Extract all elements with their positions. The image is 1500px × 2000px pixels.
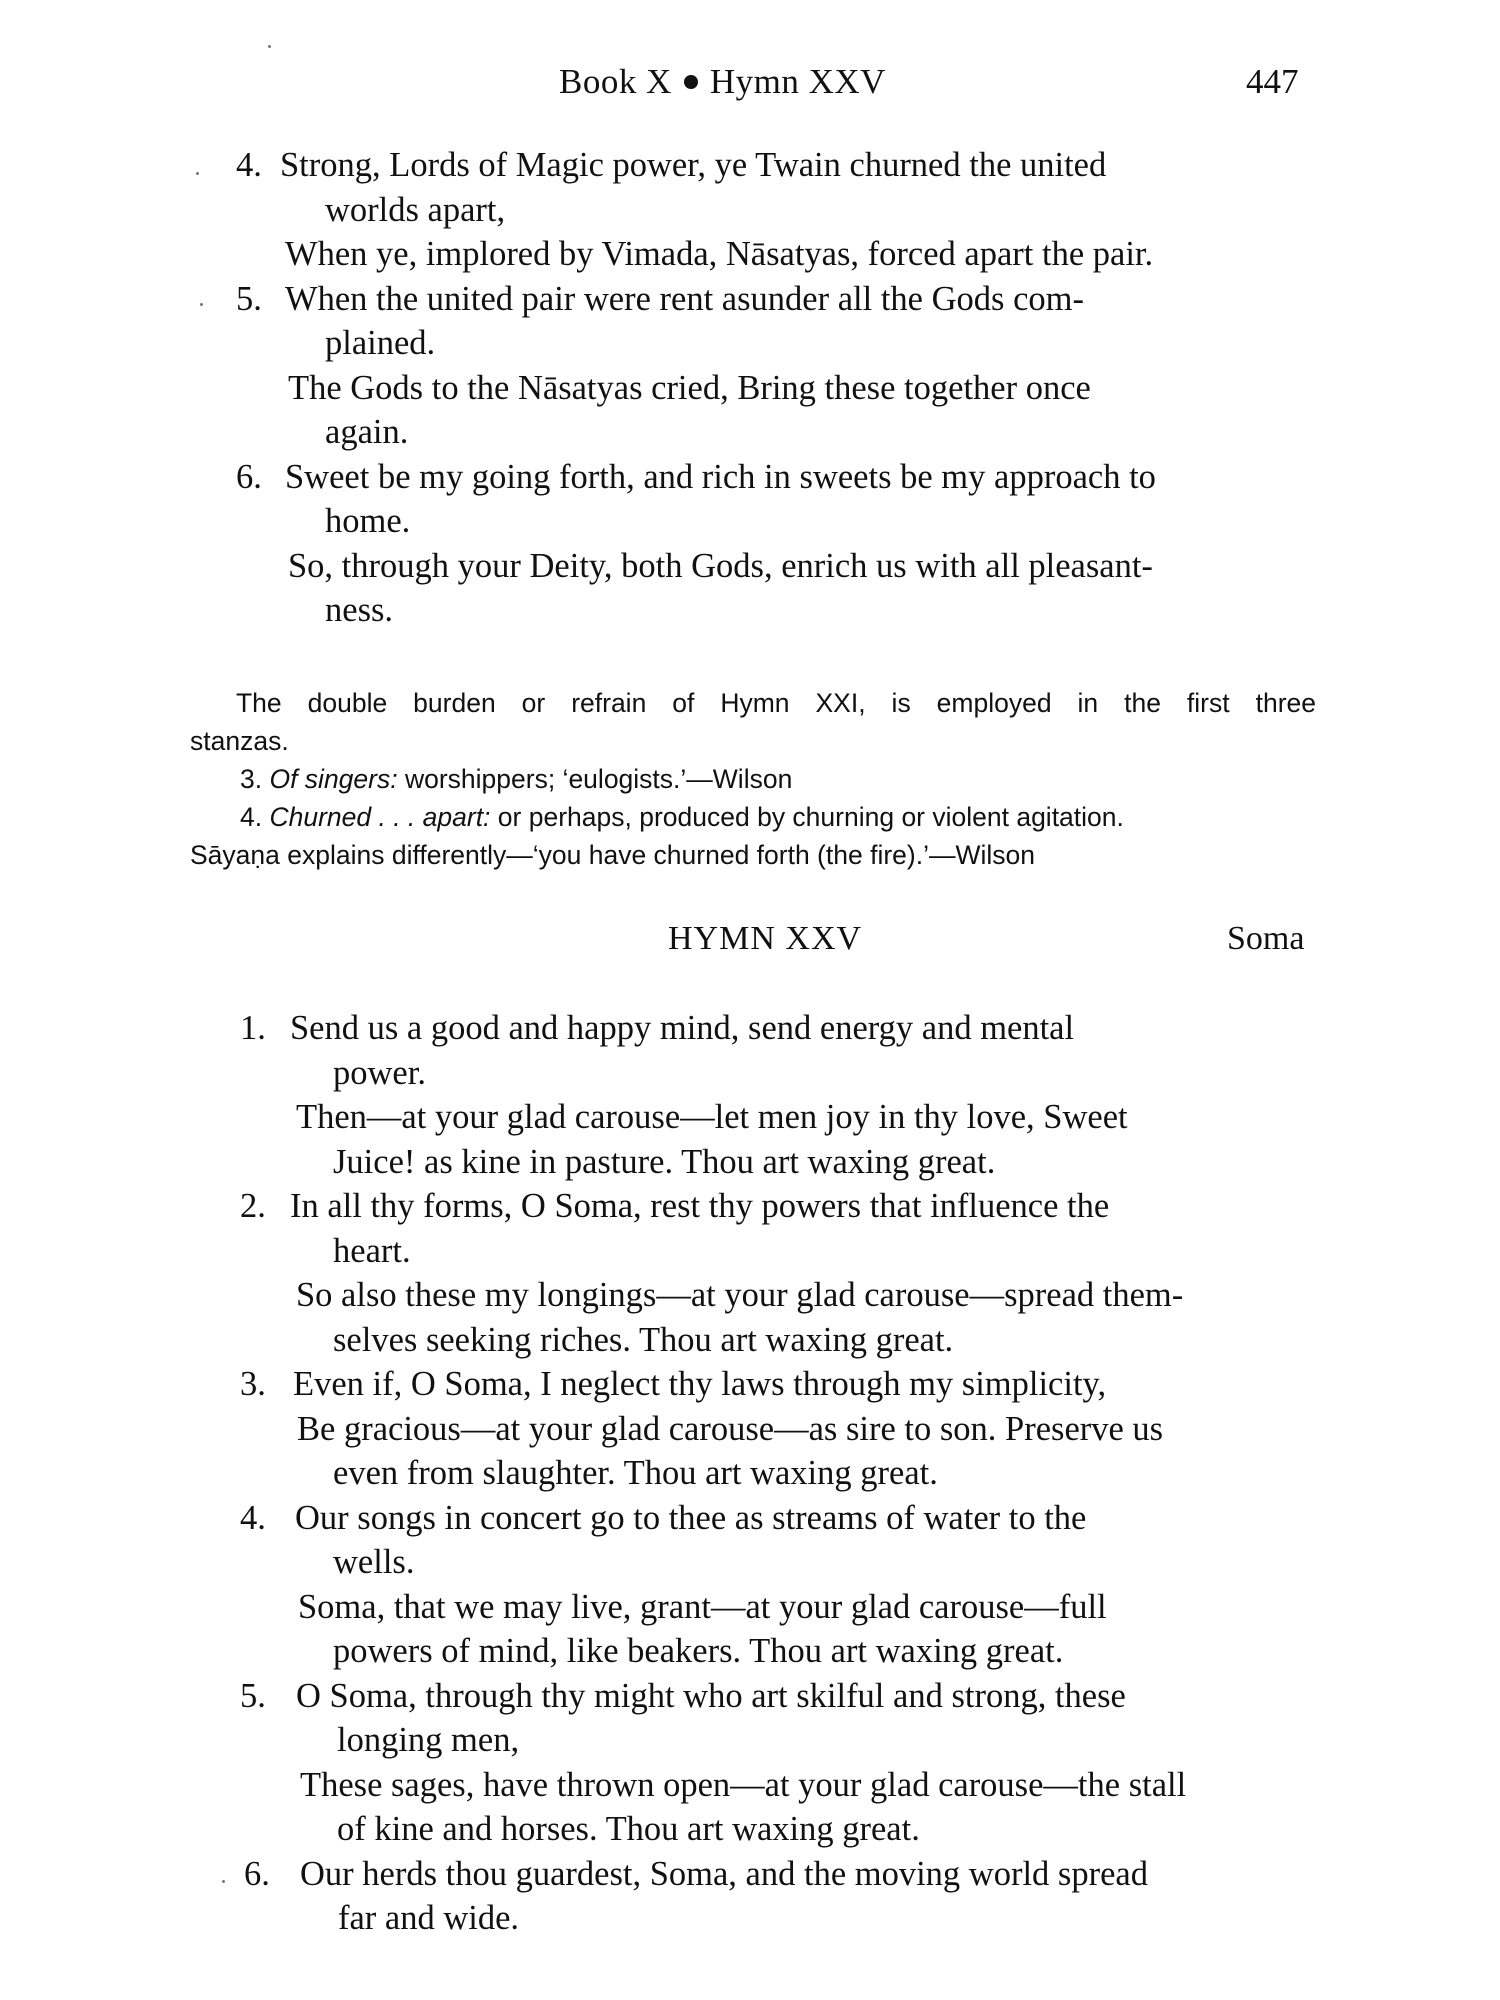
footnote-line: The double burden or refrain of Hymn XXI, is employed in the first three xyxy=(236,688,1316,718)
verse-number: 4. xyxy=(236,146,262,184)
verse-line: Strong, Lords of Magic power, ye Twain churned the united xyxy=(280,146,1107,184)
footnote-4 xyxy=(240,798,1316,836)
bullet-separator-icon xyxy=(684,75,698,89)
verse-second-line-continued: of kine and horses. Thou art waxing great. xyxy=(337,1810,920,1848)
verse-line-continued: heart. xyxy=(333,1231,411,1270)
verse-second-line: Then—at your glad carouse—let men joy in thy love, Sweet xyxy=(296,1098,1128,1136)
footnote-text: worshippers; ‘eulogists.’—Wilson xyxy=(397,764,793,794)
footnotes xyxy=(190,684,1315,874)
footnote-term: Churned . . . apart: xyxy=(269,802,491,832)
verse-number: 6. xyxy=(236,457,262,496)
verse-line-continued: power. xyxy=(333,1053,426,1092)
previous-hymn-verses xyxy=(0,143,1500,633)
verse-second-line: The Gods to the Nāsatyas cried, Bring these together once xyxy=(288,368,1091,407)
scan-speck xyxy=(196,172,199,175)
verse-line: O Soma, through thy might who art skilful and strong, these xyxy=(296,1676,1126,1715)
verse-second-line-continued: even from slaughter. Thou art waxing great. xyxy=(333,1454,938,1492)
footnote-text: or perhaps, produced by churning or violent agitation. xyxy=(490,802,1124,832)
hymn-header xyxy=(0,920,1500,968)
verse-block xyxy=(0,1362,1500,1496)
verse-second-line-continued: powers of mind, like beakers. Thou art waxing great. xyxy=(333,1632,1064,1670)
running-head xyxy=(0,62,1500,112)
verse-line: In all thy forms, O Soma, rest thy powers that influence the xyxy=(290,1187,1110,1225)
verse-second-line: When ye, implored by Vimada, Nāsatyas, forced apart the pair. xyxy=(285,235,1154,273)
verse-line: Even if, O Soma, I neglect thy laws through my simplicity, xyxy=(293,1365,1107,1403)
verse-line-continued: longing men, xyxy=(337,1721,520,1759)
verse-block xyxy=(0,143,1500,277)
hymn-deity: Soma xyxy=(1227,920,1305,957)
verse-line: Our herds thou guardest, Soma, and the moving world spread xyxy=(300,1854,1148,1893)
verse-line: Sweet be my going forth, and rich in sweets be my approach to xyxy=(285,457,1156,496)
page-number: 447 xyxy=(1246,62,1299,101)
verse-number: 5. xyxy=(236,279,262,318)
verse-line: Our songs in concert go to thee as streams of water to the xyxy=(295,1498,1087,1537)
verse-second-line: Be gracious—at your glad carouse—as sire to son. Preserve us xyxy=(297,1409,1164,1448)
running-head-hymn: Hymn XXV xyxy=(709,62,886,101)
verse-line-continued: wells. xyxy=(333,1543,415,1581)
verse-number: 2. xyxy=(240,1187,266,1225)
verse-line-continued: far and wide. xyxy=(338,1899,520,1937)
verse-second-line-continued: selves seeking riches. Thou art waxing great. xyxy=(333,1320,954,1359)
verse-line-continued: plained. xyxy=(325,324,436,362)
footnote-line-continued: stanzas. xyxy=(190,726,289,756)
verse-block xyxy=(0,455,1500,633)
scan-speck xyxy=(222,1880,225,1883)
verse-number: 5. xyxy=(240,1676,266,1715)
verse-second-line: So, through your Deity, both Gods, enrich us with all pleasant- xyxy=(288,546,1153,585)
verse-block xyxy=(0,1852,1500,1941)
verse-block xyxy=(0,1674,1500,1852)
footnote-3 xyxy=(240,760,1315,798)
verse-number: 6. xyxy=(244,1854,270,1893)
running-head-title xyxy=(559,62,886,102)
verse-line-continued: home. xyxy=(325,502,411,540)
verse-number: 3. xyxy=(240,1365,266,1403)
verse-second-line-continued: Juice! as kine in pasture. Thou art waxing great. xyxy=(333,1142,996,1181)
verse-block xyxy=(0,1184,1500,1362)
footnote-ref: 4. xyxy=(240,802,270,832)
verse-block xyxy=(0,1496,1500,1674)
verse-number: 1. xyxy=(240,1009,266,1047)
verse-second-line-continued: ness. xyxy=(325,591,394,629)
verse-line: Send us a good and happy mind, send energy and mental xyxy=(290,1009,1075,1047)
verse-block xyxy=(0,1006,1500,1184)
hymn-verses xyxy=(0,1006,1500,1941)
running-head-book: Book X xyxy=(559,62,672,101)
verse-block xyxy=(0,277,1500,455)
scan-speck xyxy=(268,45,271,48)
verse-number: 4. xyxy=(240,1498,266,1537)
verse-second-line: Soma, that we may live, grant—at your glad carouse—full xyxy=(298,1587,1107,1626)
hymn-title: HYMN XXV xyxy=(668,920,863,957)
verse-second-line: These sages, have thrown open—at your glad carouse—the stall xyxy=(300,1765,1187,1804)
footnote-line-continued: Sāyaṇa explains differently—‘you have churned forth (the fire).’—Wilson xyxy=(190,840,1035,870)
verse-second-line-continued: again. xyxy=(325,413,409,451)
verse-line-continued: worlds apart, xyxy=(325,190,506,229)
footnote-term: Of singers: xyxy=(269,764,398,794)
scan-speck xyxy=(200,303,203,306)
verse-second-line: So also these my longings—at your glad carouse—spread them- xyxy=(296,1276,1184,1314)
verse-line: When the united pair were rent asunder all the Gods com- xyxy=(285,279,1084,318)
footnote-ref: 3. xyxy=(240,764,270,794)
